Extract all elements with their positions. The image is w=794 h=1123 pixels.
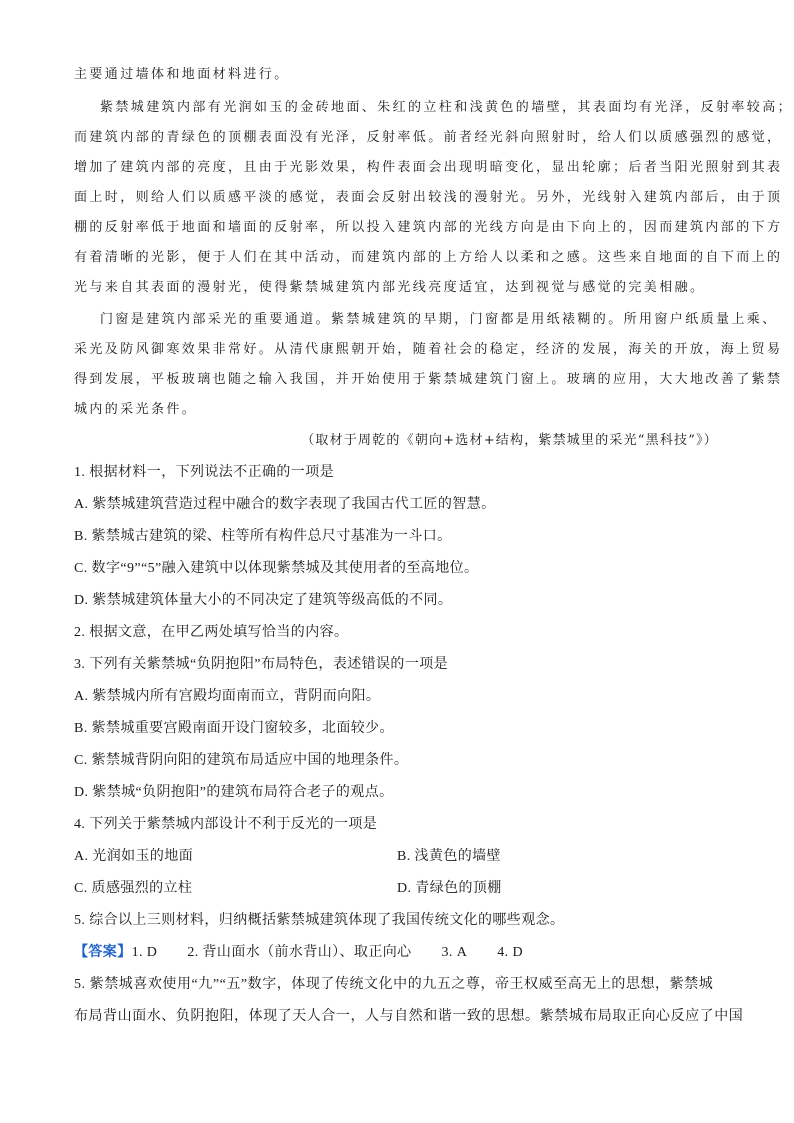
passage-p2-line: 得到发展，平板玻璃也随之输入我国，并开始使用于紫禁城建筑门窗上。玻璃的应用，大大地改善了紫禁 <box>74 372 783 387</box>
question-1-option-a: A. 紫禁城建筑营造过程中融合的数字表现了我国古代工匠的智慧。 <box>74 497 496 512</box>
passage-p2-line: 城内的采光条件。 <box>74 402 198 417</box>
answer-3: 3. A <box>441 945 468 960</box>
passage-source: （取材于周乾的《朝向+选材+结构，紫禁城里的采光“黑科技”》） <box>301 433 718 448</box>
answer-1: 1. D <box>131 945 158 960</box>
passage-p1-line: 而建筑内部的青绿色的顶棚表面没有光泽，反射率低。前者经光斜向照射时，给人们以质感强烈的感觉， <box>74 130 783 145</box>
passage-p1-line: 紫禁城建筑内部有光润如玉的金砖地面、朱红的立柱和浅黄色的墙壁，其表面均有光泽，反射率较高； <box>100 100 794 115</box>
question-5-stem: 5. 综合以上三则材料，归纳概括紫禁城建筑体现了我国传统文化的哪些观念。 <box>74 913 565 928</box>
passage-p1-line: 增加了建筑内部的亮度，且由于光影效果，构件表面会出现明暗变化，显出轮廓；后者当阳光照射到其表 <box>74 160 783 175</box>
question-1-stem: 1. 根据材料一，下列说法不正确的一项是 <box>74 465 334 480</box>
question-4-option-a: A. 光润如玉的地面 <box>74 849 194 864</box>
question-1-option-b: B. 紫禁城古建筑的梁、柱等所有构件总尺寸基准为一斗口。 <box>74 529 452 544</box>
question-3-stem: 3. 下列有关紫禁城“负阴抱阳”布局特色，表述错误的一项是 <box>74 657 449 672</box>
question-3-option-b: B. 紫禁城重要宫殿南面开设门窗较多，北面较少。 <box>74 721 394 736</box>
passage-p1-line: 有着清晰的光影，便于人们在其中活动，而建筑内部的上方给人以柔和之感。这些来自地面的自下而上的 <box>74 250 783 265</box>
answer-4: 4. D <box>497 945 523 960</box>
question-3-option-c: C. 紫禁城背阴向阳的建筑布局适应中国的地理条件。 <box>74 753 409 768</box>
passage-p2-line: 采光及防风御寒效果非常好。从清代康熙朝开始，随着社会的稳定，经济的发展，海关的开放，海上贸易 <box>74 342 783 357</box>
question-4-stem: 4. 下列关于紫禁城内部设计不利于反光的一项是 <box>74 817 378 832</box>
passage-p1-line: 棚的反射率低于地面和墙面的反射率，所以投入建筑内部的光线方向是由下向上的，因而建筑内部的下方 <box>74 220 783 235</box>
question-4-option-d: D. 青绿色的顶棚 <box>397 881 502 896</box>
answer-tag: 【答案】 <box>74 945 132 960</box>
passage-line-top: 主要通过墙体和地面材料进行。 <box>74 67 290 82</box>
question-1-option-d: D. 紫禁城建筑体量大小的不同决定了建筑等级高低的不同。 <box>74 593 453 608</box>
question-3-option-a: A. 紫禁城内所有宫殿均面南而立，背阴而向阳。 <box>74 689 381 704</box>
question-3-option-d: D. 紫禁城“负阴抱阳”的建筑布局符合老子的观点。 <box>74 785 394 800</box>
answer-2: 2. 背山面水（前水背山）、取正向心 <box>187 945 412 960</box>
question-4-option-b: B. 浅黄色的墙壁 <box>397 849 501 864</box>
passage-p2-line: 门窗是建筑内部采光的重要通道。紫禁城建筑的早期，门窗都是用纸裱糊的。所用窗户纸质量上乘、 <box>100 312 778 327</box>
answer-5-line: 布局背山面水、负阴抱阳，体现了天人合一，人与自然和谐一致的思想。紫禁城布局取正向心反应了中国 <box>74 1009 744 1024</box>
answer-line <box>74 944 523 962</box>
passage-p1-line: 光与来自其表面的漫射光，使得紫禁城建筑内部光线亮度适宜，达到视觉与感觉的完美相融。 <box>74 280 706 295</box>
passage-p1-line: 面上时，则给人们以质感平淡的感觉，表面会反射出较浅的漫射光。另外，光线射入建筑内部后，由于顶 <box>74 190 783 205</box>
question-4-option-c: C. 质感强烈的立柱 <box>74 881 193 896</box>
question-1-option-c: C. 数字“9”“5”融入建筑中以体现紫禁城及其使用者的至高地位。 <box>74 561 479 576</box>
answer-5-line: 5. 紫禁城喜欢使用“九”“五”数字，体现了传统文化中的九五之尊，帝王权威至高无上的思想，紫禁城 <box>74 977 714 992</box>
question-2-stem: 2. 根据文意，在甲乙两处填写恰当的内容。 <box>74 625 349 640</box>
